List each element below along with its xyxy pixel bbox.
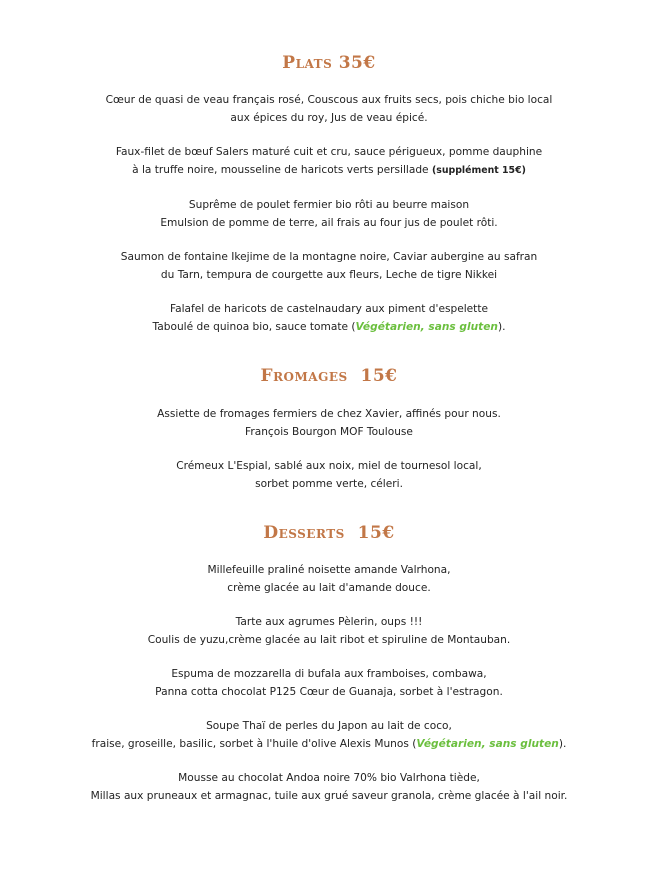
dish-line: Coulis de yuzu,crème glacée au lait ribot et spiruline de Montauban. — [147, 634, 511, 646]
dish-item — [0, 717, 658, 753]
dish-line: sorbet pomme verte, céleri. — [255, 478, 403, 490]
dish-line: crème glacée au lait d'amande douce. — [227, 582, 431, 594]
dish-line: Suprême de poulet fermier bio rôti au beurre maison — [188, 199, 470, 211]
dish-line: Mousse au chocolat Andoa noire 70% bio Valrhona tiède, — [178, 772, 480, 784]
section-price: 15€ — [360, 366, 398, 386]
dish-line: Tarte aux agrumes Pèlerin, oups !!! — [235, 616, 423, 628]
dish-line: Saumon de fontaine Ikejime de la montagne noire, Caviar aubergine au safran — [120, 251, 538, 263]
dish-item — [0, 613, 658, 649]
vegetarian-label: Végétarien, sans gluten — [416, 738, 559, 750]
dish-item — [0, 248, 658, 284]
section-title-text: Desserts — [263, 523, 345, 543]
dish-line: Cœur de quasi de veau français rosé, Couscous aux fruits secs, pois chiche bio local — [105, 94, 553, 106]
section-title-plats — [0, 52, 658, 74]
section-price: 35€ — [338, 53, 376, 73]
dish-item — [0, 457, 658, 493]
section-fromages — [0, 365, 658, 493]
dish-item — [0, 405, 658, 441]
dish-line-text: à la truffe noire, mousseline de haricots verts persillade — [132, 164, 429, 176]
dish-line: François Bourgon MOF Toulouse — [245, 426, 413, 438]
section-price: 15€ — [357, 523, 395, 543]
dish-line: Soupe Thaï de perles du Japon au lait de coco, — [206, 720, 452, 732]
dish-line-text: Taboulé de quinoa bio, sauce tomate ( — [152, 321, 356, 333]
dish-line: Espuma de mozzarella di bufala aux framboises, combawa, — [171, 668, 487, 680]
dish-item — [0, 561, 658, 597]
dish-line-suffix: ). — [558, 738, 567, 750]
dish-item — [0, 143, 658, 180]
section-title-text: Fromages — [260, 366, 348, 386]
dish-item — [0, 300, 658, 336]
dish-line: du Tarn, tempura de courgette aux fleurs, Leche de tigre Nikkei — [160, 269, 498, 281]
dish-line — [0, 161, 658, 180]
dish-item — [0, 91, 658, 127]
section-title-desserts — [0, 522, 658, 544]
vegetarian-label: Végétarien, sans gluten — [355, 321, 498, 333]
dish-line: Falafel de haricots de castelnaudary aux piment d'espelette — [169, 303, 489, 315]
dish-line — [0, 735, 658, 753]
dish-line — [0, 318, 658, 336]
dish-line-suffix: ). — [497, 321, 506, 333]
dish-line: Panna cotta chocolat P125 Cœur de Guanaja, sorbet à l'estragon. — [155, 686, 503, 698]
dish-line: Faux-filet de bœuf Salers maturé cuit et cru, sauce périgueux, pomme dauphine — [115, 146, 543, 158]
dish-line-text: fraise, groseille, basilic, sorbet à l'huile d'olive Alexis Munos ( — [91, 738, 417, 750]
dish-line: Millas aux pruneaux et armagnac, tuile aux grué saveur granola, crème glacée à l'ail noir. — [90, 790, 568, 802]
dish-item — [0, 769, 658, 805]
section-title-fromages — [0, 365, 658, 387]
dish-line: Crémeux L'Espial, sablé aux noix, miel de tournesol local, — [176, 460, 482, 472]
supplement-note: (supplément 15€) — [431, 165, 526, 176]
dish-line: Millefeuille praliné noisette amande Valrhona, — [207, 564, 451, 576]
section-title-text: Plats — [282, 53, 333, 73]
dish-line: Emulsion de pomme de terre, ail frais au four jus de poulet rôti. — [160, 217, 498, 229]
dish-line: aux épices du roy, Jus de veau épicé. — [230, 112, 428, 124]
section-desserts — [0, 522, 658, 805]
dish-line: Assiette de fromages fermiers de chez Xavier, affinés pour nous. — [157, 408, 501, 420]
dish-item — [0, 196, 658, 232]
section-plats — [0, 52, 658, 336]
dish-item — [0, 665, 658, 701]
